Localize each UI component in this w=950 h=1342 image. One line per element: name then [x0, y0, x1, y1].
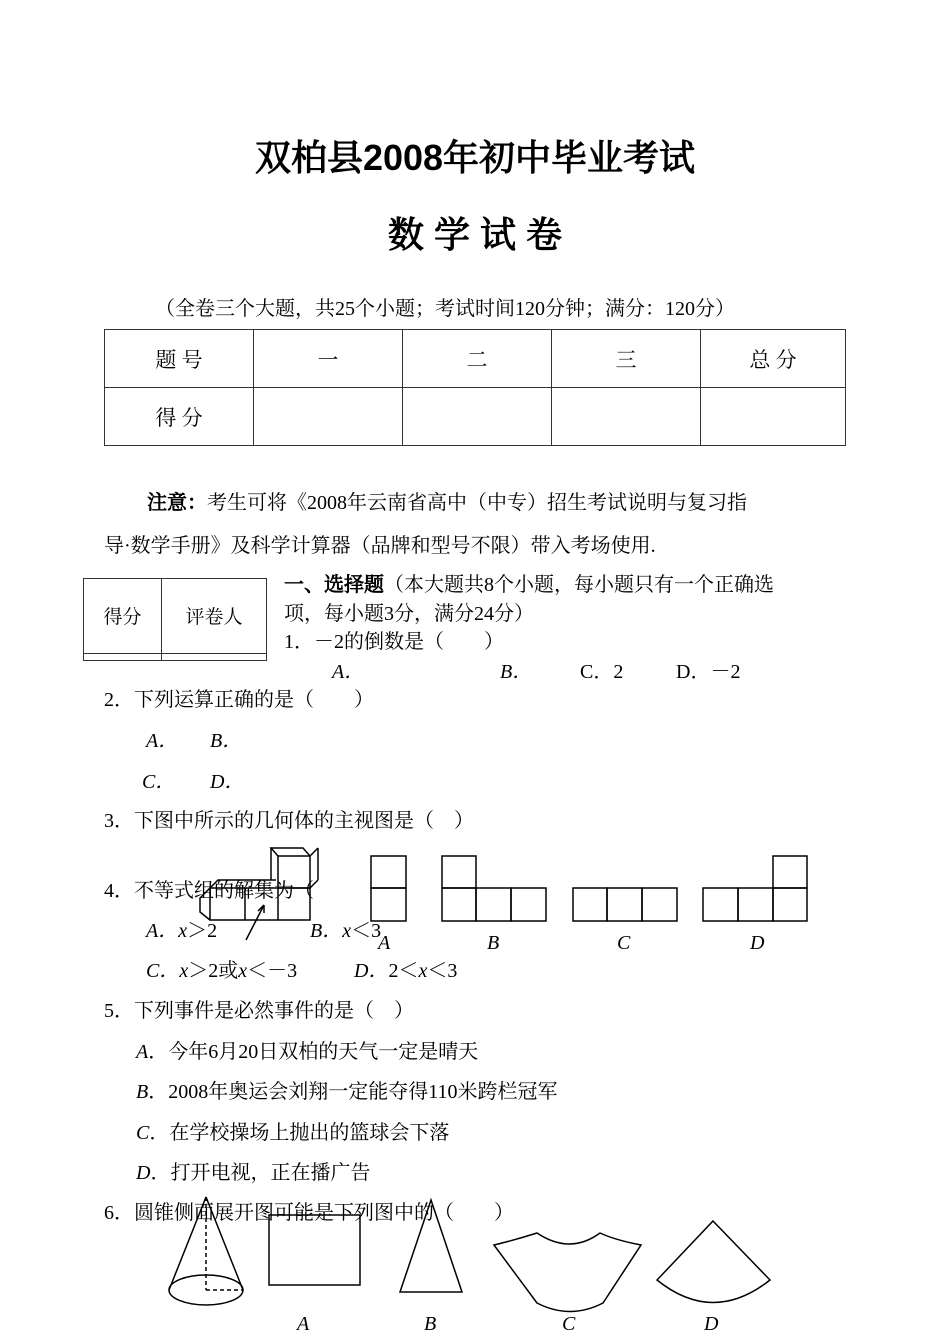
q2-option-a-label: A． [146, 730, 179, 752]
q4-option-c-text-1: ＞2或 [188, 960, 239, 982]
q3-view-d [703, 856, 807, 921]
q3-label-c[interactable] [617, 932, 630, 955]
q5-option-b-text: 2008年奥运会刘翔一定能夺得110米跨栏冠军 [168, 1081, 558, 1103]
q4-option-a[interactable] [146, 914, 217, 943]
q5-option-c-label: C [136, 1122, 150, 1144]
section-1-desc-2: 项，每小题3分，满分24分） [284, 603, 534, 625]
q1-option-a[interactable] [332, 655, 364, 684]
q2-option-c[interactable] [142, 765, 175, 794]
exam-subtitle: （全卷三个大题，共25个小题；考试时间120分钟；满分：120分） [155, 298, 735, 320]
q4-option-c-text-2: ＜－3 [247, 960, 298, 982]
q3-view-a [371, 856, 406, 921]
q1-option-d[interactable]: D．－2 [676, 661, 741, 683]
q4-option-d-label: D． [354, 960, 389, 982]
q5-option-d-label: D [136, 1162, 151, 1184]
grader-table [83, 578, 267, 661]
q6-label-c-text: C [562, 1313, 576, 1335]
q6-label-d-text: D [704, 1313, 719, 1335]
q5-option-d-text: 打开电视，正在播广告 [170, 1162, 371, 1184]
notice-line-1 [147, 486, 747, 515]
q2-option-b[interactable] [210, 724, 242, 753]
q3-label-a[interactable] [378, 932, 390, 955]
q6-shape-d [657, 1221, 770, 1303]
grader-header-grader: 评卷人 [162, 579, 267, 654]
score-header-cell: 题 号 [105, 330, 254, 388]
q5-option-b[interactable]: B．2008年奥运会刘翔一定能夺得110米跨栏冠军 [136, 1081, 558, 1103]
score-cell[interactable] [701, 388, 846, 446]
section-1-title: 一、选择题 [284, 574, 384, 596]
q4-option-a-label: A． [146, 920, 179, 942]
q6-label-b[interactable] [424, 1313, 436, 1336]
q3-label-a-text: A [378, 932, 391, 954]
q1-option-b-label: B． [500, 661, 533, 683]
score-header-cell: 三 [552, 330, 701, 388]
q3-stem: 3．下图中所示的几何体的主视图是（ ） [104, 810, 474, 832]
q3-label-d-text: D [750, 932, 765, 954]
q6-label-b-text: B [424, 1313, 437, 1335]
q2-stem: 2．下列运算正确的是（ ） [104, 689, 374, 711]
score-header-cell: 总 分 [701, 330, 846, 388]
q3-label-d[interactable] [750, 932, 764, 955]
q4-option-c-var-1: x [179, 960, 189, 982]
q4-option-d-text-1: 2＜ [388, 960, 419, 982]
q2-option-b-label: B． [210, 730, 243, 752]
q6-label-d[interactable] [704, 1313, 718, 1336]
score-cell[interactable] [254, 388, 403, 446]
q2-option-d-label: D． [210, 771, 245, 793]
grader-header-score: 得分 [84, 579, 162, 654]
score-header-cell: 一 [254, 330, 403, 388]
q3-view-b [442, 856, 546, 921]
q6-label-a[interactable] [297, 1313, 309, 1336]
q2-option-a[interactable] [146, 724, 178, 753]
q4-option-d[interactable] [354, 954, 457, 983]
notice-label: 注意： [147, 492, 207, 514]
q5-stem: 5．下列事件是必然事件的是（ ） [104, 1000, 414, 1022]
q1-option-a-label: A． [332, 661, 365, 683]
q4-option-b-text: ＜3 [351, 920, 382, 942]
q5-option-a[interactable]: A．今年6月20日双柏的天气一定是晴天 [136, 1041, 479, 1063]
score-cell[interactable] [552, 388, 701, 446]
q4-option-c-var-2: x [238, 960, 248, 982]
q4-option-a-var: x [178, 920, 188, 942]
notice-text-1: 考生可将《2008年云南省高中（中专）招生考试说明与复习指 [207, 492, 747, 514]
q2-option-d[interactable] [210, 765, 244, 794]
grader-cell[interactable] [84, 653, 162, 660]
q4-option-c-label: C． [146, 960, 180, 982]
q3-view-c [573, 888, 677, 921]
score-table [104, 329, 846, 446]
q6-label-a-text: A [297, 1313, 310, 1335]
q6-shape-c [494, 1233, 641, 1312]
q4-option-d-text-2: ＜3 [427, 960, 458, 982]
q2-option-c-label: C． [142, 771, 176, 793]
q6-shape-a [269, 1215, 360, 1285]
exam-subject-title: 数 学 试 卷 [387, 214, 562, 255]
q4-option-b-label: B． [310, 920, 343, 942]
section-1-desc: （本大题共8个小题，每小题只有一个正确选 [384, 574, 774, 596]
q5-option-c-text: 在学校操场上抛出的篮球会下落 [169, 1122, 450, 1144]
q6-label-c[interactable] [562, 1313, 575, 1336]
q3-label-b[interactable] [487, 932, 499, 955]
q4-stem: 4．不等式组的解集为（ [104, 880, 314, 902]
q5-option-b-label: B [136, 1081, 149, 1103]
q1-option-b[interactable] [500, 655, 532, 684]
q6-stem: 6．圆锥侧面展开图可能是下列图中的（ ） [104, 1202, 514, 1224]
q5-option-a-label: A [136, 1041, 149, 1063]
grader-cell[interactable] [162, 653, 267, 660]
q3-label-b-text: B [487, 932, 500, 954]
q1-option-c[interactable]: C．2 [580, 661, 624, 683]
section-1-heading [284, 568, 774, 597]
score-header-cell: 二 [403, 330, 552, 388]
q5-option-d[interactable]: D．打开电视，正在播广告 [136, 1162, 371, 1184]
q4-option-b[interactable] [310, 914, 381, 943]
q4-option-c[interactable] [146, 954, 297, 983]
q3-label-c-text: C [617, 932, 631, 954]
exam-title: 双柏县2008年初中毕业考试 [254, 137, 696, 178]
q1-stem: 1．－2的倒数是（ ） [284, 631, 504, 653]
notice-line-2: 导·数学手册》及科学计算器（品牌和型号不限）带入考场使用. [104, 535, 656, 557]
score-cell[interactable] [403, 388, 552, 446]
q4-option-d-var: x [418, 960, 428, 982]
q5-option-c[interactable]: C．在学校操场上抛出的篮球会下落 [136, 1122, 450, 1144]
q4-option-a-text: ＞2 [187, 920, 218, 942]
q5-option-a-text: 今年6月20日双柏的天气一定是晴天 [168, 1041, 479, 1063]
score-row-label: 得 分 [105, 388, 254, 446]
q4-option-b-var: x [342, 920, 352, 942]
